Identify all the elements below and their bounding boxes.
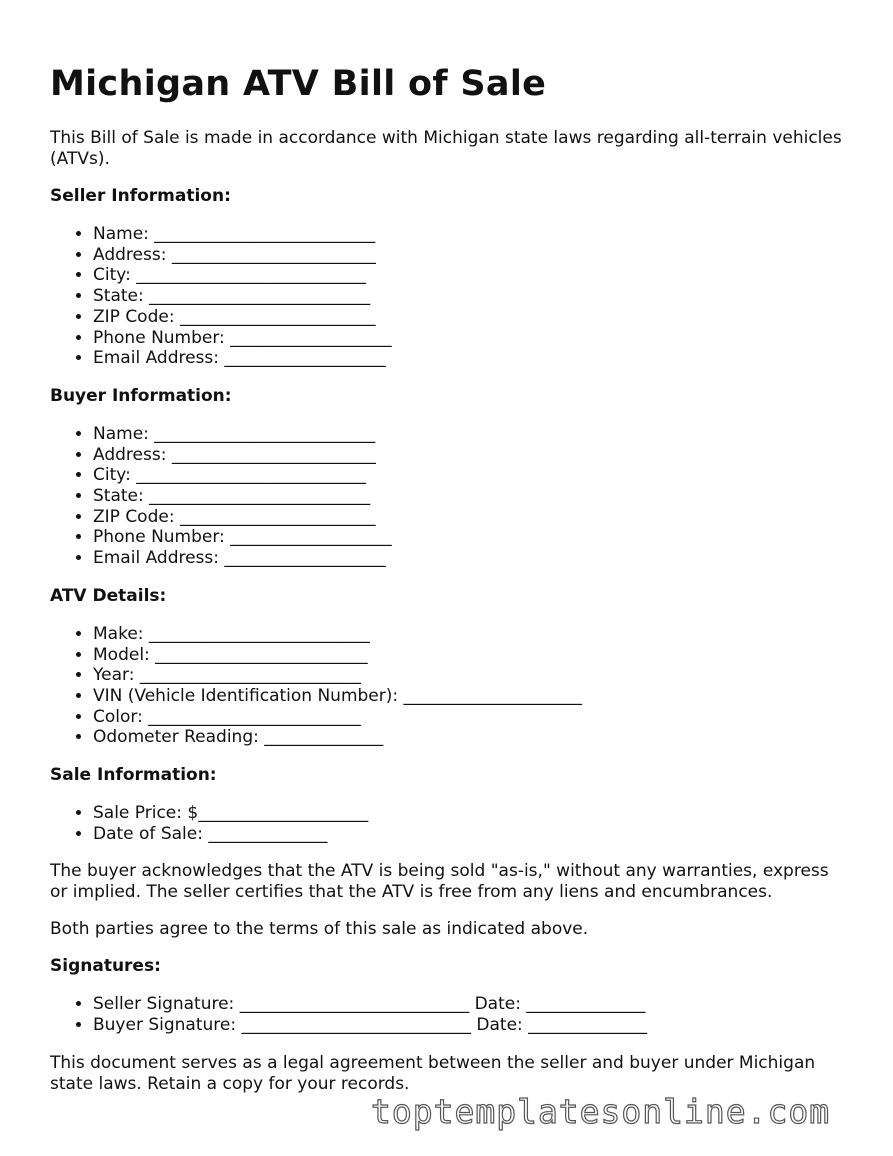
sale-field-list xyxy=(50,803,850,844)
atv-odometer-field: • Odometer Reading: ______________ xyxy=(93,727,850,748)
document-title: Michigan ATV Bill of Sale xyxy=(50,64,547,104)
sale-price-field: • Sale Price: $____________________ xyxy=(93,803,850,824)
atv-details-heading: ATV Details: xyxy=(50,585,167,606)
buyer-city-field: • City: ___________________________ xyxy=(93,465,850,486)
buyer-heading: Buyer Information: xyxy=(50,385,232,406)
seller-signature-field: • Seller Signature: ___________________________ Date: ______________ xyxy=(93,994,850,1015)
atv-year-field: • Year: __________________________ xyxy=(93,665,850,686)
buyer-phone-field: • Phone Number: ___________________ xyxy=(93,527,850,548)
seller-phone-field: • Phone Number: ___________________ xyxy=(93,328,850,349)
intro-paragraph: This Bill of Sale is made in accordance with Michigan state laws regarding all-terrain vehicles (ATVs). xyxy=(50,128,842,169)
sale-date-field: • Date of Sale: ______________ xyxy=(93,824,850,845)
seller-zip-field: • ZIP Code: _______________________ xyxy=(93,307,850,328)
seller-email-field: • Email Address: ___________________ xyxy=(93,348,850,369)
seller-state-field: • State: __________________________ xyxy=(93,286,850,307)
atv-model-field: • Model: _________________________ xyxy=(93,645,850,666)
buyer-name-field: • Name: __________________________ xyxy=(93,424,850,445)
atv-make-field: • Make: __________________________ xyxy=(93,624,850,645)
agreement-paragraph: Both parties agree to the terms of this sale as indicated above. xyxy=(50,919,589,940)
site-watermark: toptemplatesonline.com xyxy=(371,1092,831,1131)
acknowledgment-paragraph: The buyer acknowledges that the ATV is being sold "as-is," without any warranties, express or implied. The seller certifies that the ATV is free from any liens and encumbrances. xyxy=(50,861,829,903)
atv-color-field: • Color: _________________________ xyxy=(93,707,850,728)
sale-info-heading: Sale Information: xyxy=(50,765,217,786)
buyer-signature-field: • Buyer Signature: ___________________________ Date: ______________ xyxy=(93,1015,850,1036)
signatures-heading: Signatures: xyxy=(50,956,161,977)
buyer-zip-field: • ZIP Code: _______________________ xyxy=(93,507,850,528)
seller-heading: Seller Information: xyxy=(50,186,231,206)
buyer-state-field: • State: __________________________ xyxy=(93,486,850,507)
buyer-address-field: • Address: ________________________ xyxy=(93,445,850,466)
signature-field-list xyxy=(50,994,850,1035)
seller-address-field: • Address: ________________________ xyxy=(93,245,850,266)
seller-field-list xyxy=(50,224,850,369)
closing-paragraph: This document serves as a legal agreement between the seller and buyer under Michigan state laws. Retain a copy for your records. xyxy=(50,1052,816,1094)
seller-city-field: • City: ___________________________ xyxy=(93,265,850,286)
seller-name-field: • Name: __________________________ xyxy=(93,224,850,245)
buyer-email-field: • Email Address: ___________________ xyxy=(93,548,850,569)
document-page xyxy=(50,62,850,1111)
atv-vin-field: • VIN (Vehicle Identification Number): _____________________ xyxy=(93,686,850,707)
atv-field-list xyxy=(50,624,850,748)
buyer-field-list xyxy=(50,424,850,569)
